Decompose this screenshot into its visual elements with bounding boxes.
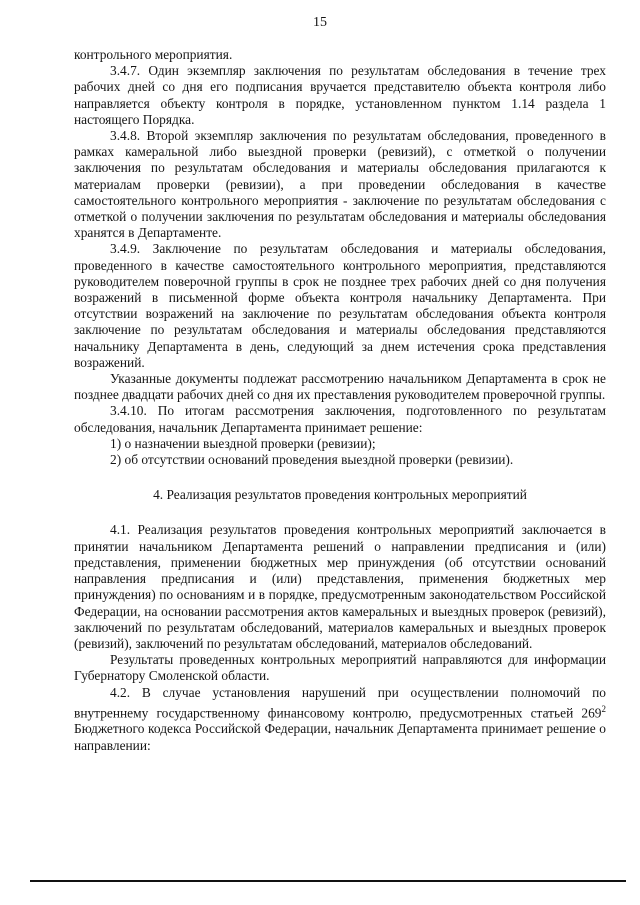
- paragraph-3-4-7: 3.4.7. Один экземпляр заключения по результатам обследования в течение трех рабочих дней со дня его подписания вручается представителю объекта контроля либо направляется объекту контроля в порядке, установленном пунктом 1.14 раздела 1 настоящего Порядка.: [74, 63, 606, 127]
- document-body: [74, 47, 606, 754]
- paragraph-continuation: контрольного мероприятия.: [74, 47, 233, 62]
- paragraph-4-2-text-b: Бюджетного кодекса Российской Федерации, начальник Департамента принимает решение о направлении:: [74, 721, 606, 753]
- section-heading: 4. Реализация результатов проведения контрольных мероприятий: [153, 487, 527, 503]
- paragraph-3-4-10: 3.4.10. По итогам рассмотрения заключения, подготовленного по результатам обследования, начальник Департамента принимает решение:: [74, 403, 606, 435]
- paragraph-4-2: [74, 685, 606, 754]
- list-item-2: 2) об отсутствии оснований проведения выездной проверки (ревизии).: [110, 452, 514, 468]
- paragraph-3-4-8: 3.4.8. Второй экземпляр заключения по результатам обследования, проведенного в рамках камеральной либо выездной проверки (ревизий), с отметкой о получении заключения по результатам обследования и материалы обследования прилагаются к материалам проверки (ревизии), а при проведении обследования в качестве самостоятельного контрольного мероприятия - заключение по результатам обследования с отметкой о получении заключения по результатам обследования и материалы обследования хранятся в Департаменте.: [74, 128, 606, 241]
- paragraph-documents-review: Указанные документы подлежат рассмотрению начальником Департамента в срок не позднее двадцати рабочих дней со дня их преставления руководителем проверочной группы.: [74, 371, 606, 403]
- list-item-1: 1) о назначении выездной проверки (ревизии);: [110, 435, 376, 451]
- superscript: 2: [601, 703, 606, 714]
- paragraph-4-2-text-a: 4.2. В случае установления нарушений при осуществлении полномочий по внутреннему государственному финансовому контролю, предусмотренных статьей 269: [74, 684, 606, 721]
- bottom-rule: [30, 880, 626, 882]
- paragraph-4-1: 4.1. Реализация результатов проведения контрольных мероприятий заключается в принятии начальником Департамента решений о направлении предписания и (или) представления, применении бюджетных мер принуждения (об отсутствии оснований направления предписания и (или) представления, применения бюджетных мер принуждения) по основаниям и в порядке, предусмотренным законодательством Российской Федерации, на основании рассмотрения актов камеральных и выездных проверок (ревизий), заключений по результатам обследований, материалов камеральных и выездных проверок (ревизий), заключений по результатам обследований, материалов обследований.: [74, 522, 606, 651]
- page-number: 15: [313, 15, 327, 30]
- paragraph-results-governor: Результаты проведенных контрольных мероприятий направляются для информации Губернатору Смоленской области.: [74, 652, 606, 684]
- paragraph-3-4-9: 3.4.9. Заключение по результатам обследования и материалы обследования, проведенного в качестве самостоятельного контрольного мероприятия, представляются руководителем поверочной группы в срок не позднее трех рабочих дней со дня получения возражений в письменной форме объекта контроля начальнику Департамента. При отсутствии возражений на заключение по результатам обследования объекта контроля заключение по результатам обследования и материалы обследования представляются начальнику Департамента в день, следующий за днем истечения срока представления возражений.: [74, 241, 606, 370]
